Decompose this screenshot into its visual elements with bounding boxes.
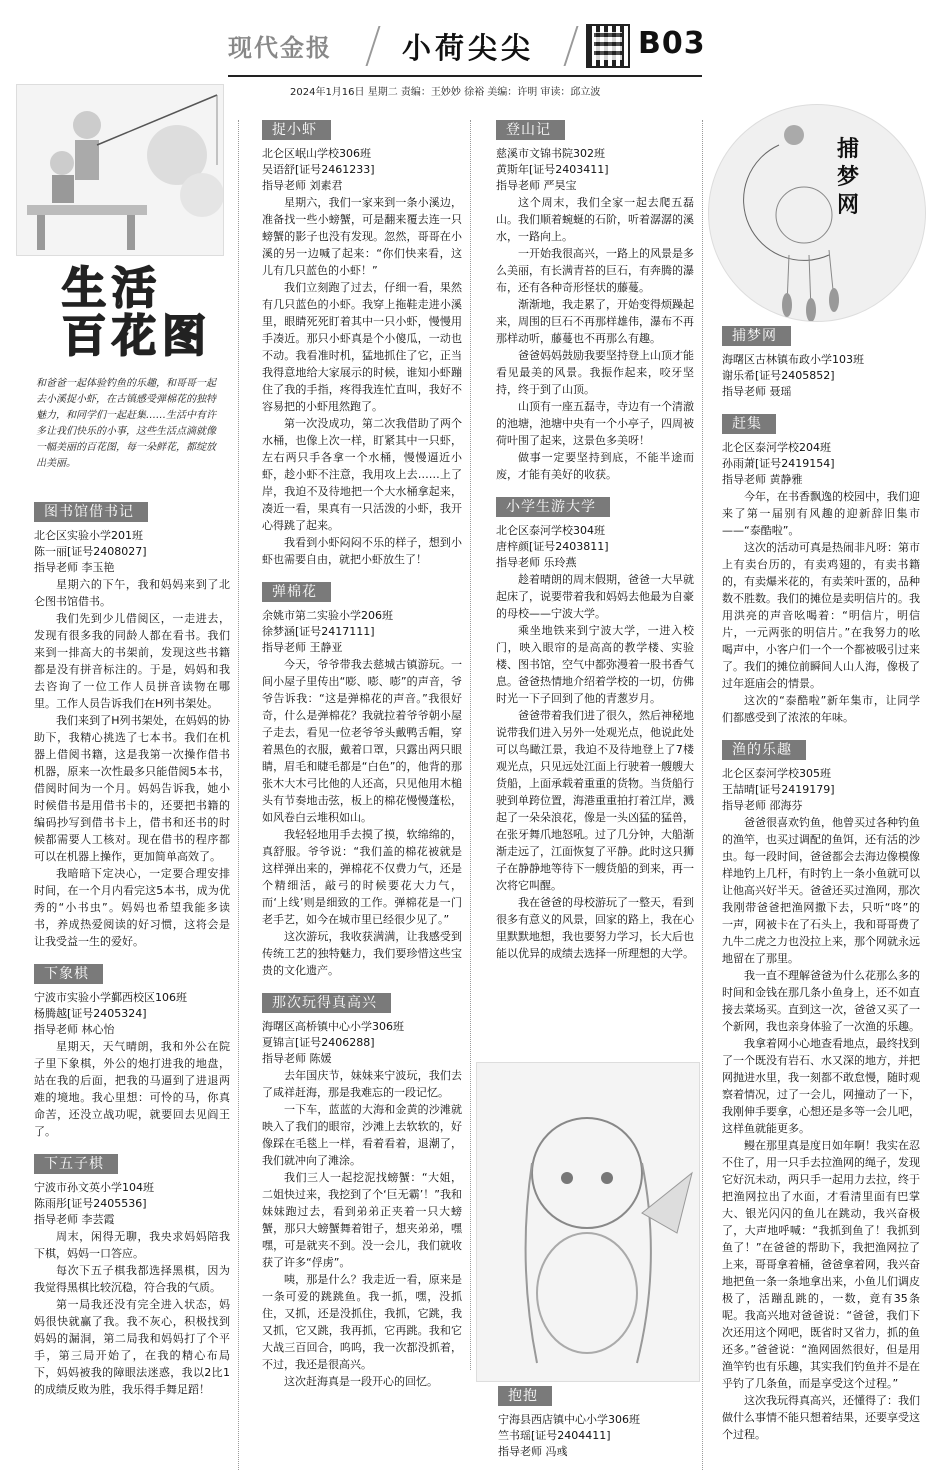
article-chess xyxy=(34,960,230,1140)
article-paragraph: 星期天，天气晴朗，我和外公在院子里下象棋，外公的炮打进我的地盘，站在我的后面，把我的马逼到了进退两难的境地。我心里想：可怜的马，你真命苦，还没立战功呢，就要回去见阎王了。 xyxy=(34,1040,230,1138)
article-fishing xyxy=(722,736,920,1443)
article-title: 赶集 xyxy=(722,414,776,434)
article-paragraph: 第一次没成功，第二次我借助了两个水桶，也像上次一样，盯紧其中一只虾，左右两只手各拿一个水桶，慢慢逼近小虾，趁小虾不注意，我用攻上去……上了岸，我迫不及待地把一个大水桶拿起来，凑近一看，果真有一只活泼的小虾，我开心得跳了起来。 xyxy=(262,417,462,532)
article-school: 北仑区泰河学校305班 xyxy=(722,767,831,780)
article-dreamcatcher xyxy=(722,322,920,400)
article-paragraph: 爸爸妈妈鼓励我要坚持登上山顶才能看见最美的风景。我振作起来，咬牙坚持，终于到了山顶。 xyxy=(496,349,694,396)
article-paragraph: 我在爸爸的母校游玩了一整天，看到很多有意义的风景，回家的路上，我在心里默默地想，我也要努力学习，长大后也能以优异的成绩去选择一所理想的大学。 xyxy=(496,896,694,960)
newspaper-name: 现代金报 xyxy=(228,34,332,62)
article-market xyxy=(722,410,920,726)
article-title: 那次玩得真高兴 xyxy=(262,993,391,1013)
header-divider xyxy=(564,26,579,66)
issue-info: 2024年1月16日 星期二 责编：王妙妙 徐裕 美编：许明 审读：邱立波 xyxy=(290,87,601,98)
article-paragraph: 爸爸带着我们进了很久，然后神秘地说带我们进入另外一处观光点，他说此处可以鸟瞰江景，我迫不及待地登上了7楼观光点，只见远处江面上行驶着一艘艘大货船，上面承载着重重的货物。当货船行驶到单跨位置，海港重重拍打着江岸，溅起了一朵朵浪花，像是一头凶猛的猛兽，在张牙舞爪地怒吼。过了几分钟，大船渐渐走远了，江面恢复了平静。此时这只狮子在静静地等待下一艘货船的到来，再一次将它叫醒。 xyxy=(496,709,694,892)
article-paragraph: 一下车，蓝蓝的大海和金黄的沙滩就映入了我们的眼帘，沙滩上去软软的，好像踩在毛毯上一样，看着看着，退潮了，我们就冲向了滩涂。 xyxy=(262,1103,462,1167)
article-paragraph: 山顶有一座五磊寺，寺边有一个清澈的池塘，池塘中央有一个小亭子，四周被荷叶围了起来，这景色多美呀！ xyxy=(496,400,694,447)
page-number: B03 xyxy=(638,26,706,61)
article-paragraph: 每次下五子棋我都选择黑棋，因为我觉得黑棋比较沉稳，符合我的气质。 xyxy=(34,1264,230,1294)
article-school: 宁海县西店镇中心小学306班 xyxy=(498,1413,640,1426)
article-cotton xyxy=(262,578,462,979)
article-paragraph: 这次的活动可真是热闹非凡呀：第市上有卖台历的，有卖鸡翅的，有卖书籍的，有卖爆米花的，有卖茉叶蛋的，品种数不胜数。我们的摊位是卖明信片的。我用洪亮的声音吆喝着：“明信片，明信片，一元两张的明信片。”在我努力的吆喝声中，小客户们一个一个都被吸引过来了。我们的摊位前瞬间人山人海，像极了过年逛庙会的情景。 xyxy=(722,541,920,690)
article-teacher: 指导老师 刘素君 xyxy=(262,179,343,192)
article-author: 谢乐希[证号2405852] xyxy=(722,369,835,382)
article-paragraph: 星期六的下午，我和妈妈来到了北仑图书馆借书。 xyxy=(34,578,230,608)
article-paragraph: 这个周末，我们全家一起去爬五磊山。我们顺着蜿蜒的石阶，听着潺潺的溪水，一路向上。 xyxy=(496,196,694,243)
column-1 xyxy=(34,498,230,1473)
article-author: 竺书瑶[证号2404411] xyxy=(498,1429,611,1442)
article-paragraph: 这次我玩得真高兴，还懂得了：我们做什么事情不能只想着结果，还要享受这个过程。 xyxy=(722,1394,920,1441)
article-author: 夏锦言[证号2406288] xyxy=(262,1036,375,1049)
column-2 xyxy=(262,116,462,1473)
article-title: 下五子棋 xyxy=(34,1154,118,1174)
article-teacher: 指导老师 乐玲燕 xyxy=(496,556,577,569)
article-school: 余姚市第二实验小学206班 xyxy=(262,609,393,622)
article-gomoku xyxy=(34,1150,230,1398)
article-teacher: 指导老师 陈媛 xyxy=(262,1052,332,1065)
article-paragraph: 去年国庆节，妹妹来宁波玩，我们去了咸祥赶海，那是我难忘的一段记忆。 xyxy=(262,1069,462,1099)
article-paragraph: 我轻轻地用手去摸了摸，软绵绵的，真舒服。爷爷说：“我们盖的棉花被就是这样弹出来的，弹棉花不仅费力气，还是个精细活，敲弓的时候要花大力气，而‘上线’则是细致的工作。弹棉花是一门老手艺，如今在城市里已经很少见了。” xyxy=(262,828,462,926)
feature-intro: 和爸爸一起体验钓鱼的乐趣，和哥哥一起去小溪捉小虾，在古镇感受弹棉花的独特魅力，和同学们一起赶集……生活中有许多让我们快乐的小事，这些生活点滴就像一幅美丽的百花图，每一朵鲜花，都绽放出美丽。 xyxy=(36,378,216,469)
article-school: 慈溪市文锦书院302班 xyxy=(496,147,605,160)
article-teacher: 指导老师 邵海芬 xyxy=(722,799,803,812)
dreamcatcher-art-text: 捕梦网 xyxy=(837,136,860,218)
article-title: 捉小虾 xyxy=(262,120,331,140)
article-title: 登山记 xyxy=(496,120,565,140)
article-paragraph: 爸爸很喜欢钓鱼，他曾买过各种钓鱼的渔竿，也买过调配的鱼饵，还有活的沙虫。每一段时间，爸爸都会去海边像模像样地钓上几杆，有时钓上一条小鱼就可以让他高兴好半天。爸爸还买过渔网，那次我刚带爸爸把渔网撒下去，只听“咚”的一声，网被卡在了石头上，我和哥哥费了九牛二虎之力也没拉上来，那个网就永远地留在了那里。 xyxy=(722,816,920,965)
column-4 xyxy=(722,322,920,1473)
article-title: 捕梦网 xyxy=(722,326,791,346)
article-school: 北仑区岷山学校306班 xyxy=(262,147,371,160)
article-paragraph: 这次游玩，我收获满满，让我感受到传统工艺的独特魅力，我们要珍惜这些宝贵的文化遗产。 xyxy=(262,930,462,977)
article-author: 吴语舒[证号2461233] xyxy=(262,163,375,176)
article-hug xyxy=(498,1382,694,1460)
section-title: 小荷尖尖 xyxy=(402,31,535,65)
article-new-year xyxy=(262,989,462,1390)
article-title: 渔的乐趣 xyxy=(722,740,806,760)
article-title: 抱抱 xyxy=(498,1386,552,1406)
article-paragraph: 鳗在那里真是度日如年啊！我实在忍不住了，用一只手去拉渔网的绳子，发现它好沉未动，两只手一起用力去拉，终于把渔网拉出了水面，才看清里面有巴掌大、银光闪闪的鱼儿在跳动，我兴奋极了，大声地呼喊：“我抓到鱼了！我抓到鱼了！”在爸爸的帮助下，我把渔网拉了上来，哥哥拿着桶，爸爸拿着网，我兴奋地把鱼一条一条地拿出来，小鱼儿们调皮极了，活蹦乱跳的，一数，竟有35条呢。我高兴地对爸爸说：“爸爸，我们下次还用这个网吧，既省时又省力，抓的鱼还多。”爸爸说：“渔网固然很好，但是用渔竿钓也有乐趣，其实我们钓鱼并不是在乎钓了几条鱼，而是享受这个过程。” xyxy=(722,1139,920,1390)
article-author: 黄斯年[证号2403411] xyxy=(496,163,609,176)
article-paragraph: 我暗暗下定决心，一定要合理安排时间，在一个月内看完这5本书，成为优秀的“小书虫”。妈妈也希望我能多读书，养成热爱阅读的好习惯，这将会是让我受益一生的爱好。 xyxy=(34,867,230,948)
article-teacher: 指导老师 聂瑶 xyxy=(722,385,792,398)
article-teacher: 指导老师 冯彧 xyxy=(498,1445,568,1458)
article-author: 唐梓颜[证号2403811] xyxy=(496,540,609,553)
article-paragraph: 今年，在书香飘逸的校园中，我们迎来了第一届别有风趣的迎新辞旧集市——“泰酷啦”。 xyxy=(722,490,920,537)
article-school: 北仑区泰河学校204班 xyxy=(722,441,831,454)
article-author: 孙雨萧[证号2419154] xyxy=(722,457,835,470)
column-divider xyxy=(470,120,472,1370)
article-paragraph: 我们三人一起挖泥找螃蟹：“大姐，二姐快过来，我挖到了个‘巨无霸’！”我和妹妹跑过去，看到弟弟正夹着一只大螃蟹，那只大螃蟹舞着钳子，想夹弟弟，嘿嘿，可是就夹不到。没一会儿，我们就收获了许多“俘虏”。 xyxy=(262,1171,462,1269)
column-divider xyxy=(238,120,240,1470)
article-author: 杨腾越[证号2405324] xyxy=(34,1007,147,1020)
article-school: 北仑区实验小学201班 xyxy=(34,529,143,542)
article-teacher: 指导老师 林心怡 xyxy=(34,1023,115,1036)
article-teacher: 指导老师 黄静雅 xyxy=(722,473,803,486)
article-school: 宁波市实验小学鄞西校区106班 xyxy=(34,991,187,1004)
article-author: 陈雨彤[证号2405536] xyxy=(34,1197,147,1210)
article-hiking xyxy=(496,116,694,483)
article-paragraph: 我们来到了H列书架处，在妈妈的协助下，我精心挑选了七本书。我们在机器上借阅书籍，这是我第一次操作借书机器，原来一次性最多只能借阅5本书，借阅时间为一个月。妈妈告诉我，她小时候借书是用借书卡的，还要把书籍的编码抄写到借书卡上，借书和还书的时候都需要人工核对。现在借书的程序都可以在机器上操作，更加简单高效了。 xyxy=(34,714,230,863)
article-paragraph: 乘坐地铁来到宁波大学，一进入校门，映入眼帘的是高高的教学楼、实验楼、图书馆，空气中都弥漫着一股书香气息。爸爸热情地介绍着学校的一切，仿佛时光一下子回到了他的青葱岁月。 xyxy=(496,624,694,705)
article-campus xyxy=(496,493,694,962)
article-paragraph: 我一直不理解爸爸为什么花那么多的时间和金钱在那几条小鱼身上，还不如直接去菜场买。直到这一次，爸爸又买了一个新网，我也亲身体验了一次渔的乐趣。 xyxy=(722,969,920,1033)
article-school: 海曙区古林镇布政小学103班 xyxy=(722,353,864,366)
qr-code-icon[interactable] xyxy=(586,24,630,68)
article-author: 王喆晴[证号2419179] xyxy=(722,783,835,796)
article-paragraph: 渐渐地，我走累了，开始变得烦躁起来，周围的巨石不再那样雄伟，瀑布不再那样动听，藤蔓也不再那么有趣。 xyxy=(496,298,694,345)
article-title: 下象棋 xyxy=(34,964,103,984)
article-school: 北仑区泰河学校304班 xyxy=(496,524,605,537)
article-title: 图书馆借书记 xyxy=(34,502,148,522)
article-shrimp xyxy=(262,116,462,568)
article-paragraph: 我看到小虾闷闷不乐的样子，想到小虾也需要自由，就把小虾放生了！ xyxy=(262,536,462,566)
article-teacher: 指导老师 李玉艳 xyxy=(34,561,115,574)
article-paragraph: 今天，爷爷带我去慈城古镇游玩。一间小屋子里传出“嘭、嘭、嘭”的声音，爷爷告诉我：“这是弹棉花的声音。”我很好奇，什么是弹棉花？我就拉着爷爷朝小屋子走去，看见一位老爷爷头戴鸭舌帽，穿着黑色的衣服，戴着口罩，只露出两只眼睛，眉毛和睫毛都是“白色”的，他背的那张木大木弓比他的人还高，只见他用木槌头有节奏地击弦，板上的棉花慢慢蓬松，如风卷白云堆积如山。 xyxy=(262,658,462,824)
article-teacher: 指导老师 王静亚 xyxy=(262,641,343,654)
article-paragraph: 我拿着网小心地查看地点，最终找到了一个既没有岩石、水又深的地方，并把网抛进水里，我一刻都不敢怠慢，随时观察着情况，过了一会儿，网撞动了一下，我刚伸手要拿，心想还是多等一会儿吧，这样鱼就能更多。 xyxy=(722,1037,920,1135)
article-title: 小学生游大学 xyxy=(496,497,610,517)
article-paragraph: 周末，闲得无聊，我央求妈妈陪我下棋，妈妈一口答应。 xyxy=(34,1230,230,1260)
hug-drawing xyxy=(476,1062,700,1382)
fishing-kids-illustration xyxy=(16,84,224,256)
article-paragraph: 第一局我还没有完全进入状态，妈妈很快就赢了我。我不灰心，积极找到妈妈的漏洞，第二局我和妈妈打了个平手，第三局开始了，在我的精心布局下，妈妈被我的障眼法迷惑，我以2比1的成绩反败为胜，我乐得手舞足蹈！ xyxy=(34,1298,230,1396)
article-school: 海曙区高桥镇中心小学306班 xyxy=(262,1020,404,1033)
article-teacher: 指导老师 李芸霞 xyxy=(34,1213,115,1226)
feature-title-line1: 生活 xyxy=(62,263,162,314)
column-3 xyxy=(496,116,694,1056)
article-paragraph: 一开始我很高兴，一路上的风景是多么美丽，有长满青苔的巨石，有奔腾的瀑布，还有各种奇形怪状的藤蔓。 xyxy=(496,247,694,294)
header-rule xyxy=(228,75,702,77)
article-paragraph: 星期六，我们一家来到一条小溪边，准备找一些小螃蟹，可是翻来覆去连一只螃蟹的影子也没有发现。忽然，哥哥在小溪的另一边喊了起来：“你们快来看，这儿有几只蓝色的小虾！” xyxy=(262,196,462,277)
article-paragraph: 趁着晴朗的周末假期，爸爸一大早就起床了，说要带着我和妈妈去他最为自豪的母校——宁波大学。 xyxy=(496,573,694,620)
dreamcatcher-drawing xyxy=(708,104,926,322)
article-paragraph: 这次赶海真是一段开心的回忆。 xyxy=(284,1375,438,1388)
feature-title xyxy=(62,265,212,361)
article-teacher: 指导老师 严昊宝 xyxy=(496,179,577,192)
article-paragraph: 这次的“泰酷啦”新年集市，让同学们都感受到了浓浓的年味。 xyxy=(722,694,920,724)
article-paragraph: 我们立刻跑了过去，仔细一看，果然有几只蓝色的小虾。我穿上拖鞋走进小溪里，眼睛死死盯着其中一只小虾，慢慢用手凑近。那只小虾真是个小傻瓜，一动也不动。我看准时机，猛地抓住了它，正当我得意地给大家展示的时候，谁知小虾蹦住了我的手指，疼得我连忙直叫，我好不容易把的小虾甩然跑了。 xyxy=(262,281,462,413)
article-title: 弹棉花 xyxy=(262,582,331,602)
article-paragraph: 我们先到少儿借阅区，一走进去，发现有很多我的同龄人都在看书。我们来到一排高大的书架前，发现这些书籍都是没有拼音标注的。于是，妈妈和我去咨询了一位工作人员拼音读物在哪里。工作人员告诉我们在H列书架处。 xyxy=(34,612,230,710)
article-library xyxy=(34,498,230,950)
feature-title-line2: 百花图 xyxy=(62,311,212,362)
article-paragraph: 做事一定要坚持到底，不能半途而废，才能有美好的收获。 xyxy=(496,451,694,481)
column-divider xyxy=(702,120,704,1470)
article-author: 徐梦涵[证号2417111] xyxy=(262,625,375,638)
article-paragraph: 咦，那是什么？我走近一看，原来是一条可爱的跳跳鱼。我一抓，嘿，没抓住，又抓，还是没抓住，我抓，它跳，我又抓，它又跳，我再抓，它再跳。我和它大战三百回合，呜呜，我一次都没抓着，不过，我还是很高兴。 xyxy=(262,1273,462,1371)
header-divider xyxy=(366,26,381,66)
article-school: 宁波市孙文英小学104班 xyxy=(34,1181,154,1194)
article-author: 陈一丽[证号2408027] xyxy=(34,545,147,558)
